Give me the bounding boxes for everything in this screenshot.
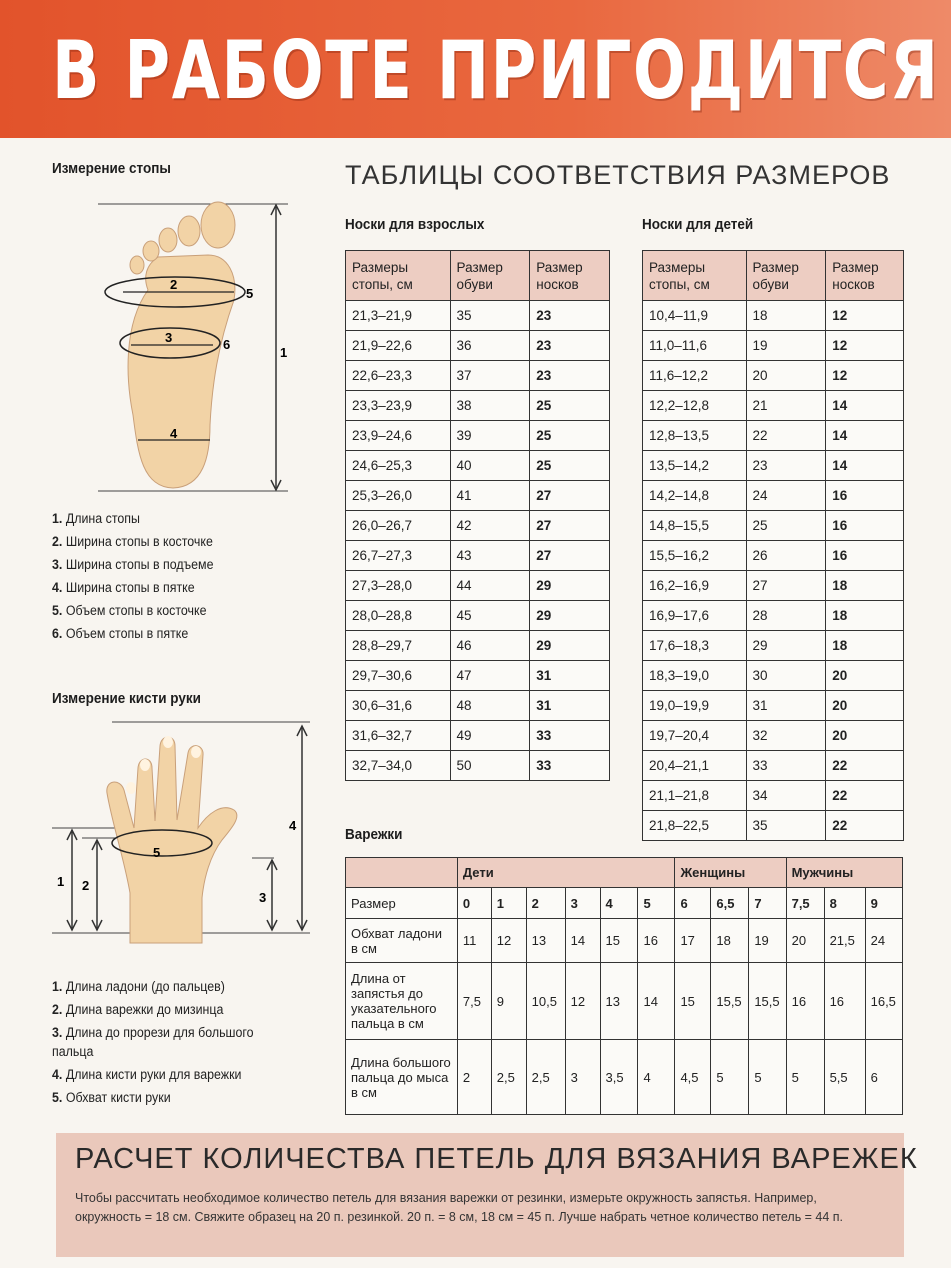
table-cell: 1 [491, 888, 526, 919]
table-cell: 29 [746, 631, 826, 661]
foot-legend-item: 1. Длина стопы [52, 511, 140, 526]
table-cell: 20 [826, 661, 904, 691]
table-cell: 5 [711, 1040, 749, 1115]
table-cell: 4 [600, 888, 638, 919]
table-row [346, 1040, 903, 1115]
table-cell: 31 [530, 661, 610, 691]
table-cell: 12 [491, 919, 526, 963]
table-row [643, 331, 904, 361]
table-cell: 11 [457, 919, 491, 963]
table-cell: 43 [450, 541, 530, 571]
table-cell: 15,5 [749, 963, 786, 1040]
table-cell: 44 [450, 571, 530, 601]
table-row [643, 691, 904, 721]
hand-legend-item: 1. Длина ладони (до пальцев) [52, 979, 225, 994]
table-cell: 39 [450, 421, 530, 451]
table-cell: 16 [826, 481, 904, 511]
table-cell: 25 [746, 511, 826, 541]
table-cell: 14 [826, 451, 904, 481]
table-cell: 16 [826, 541, 904, 571]
table-cell: 20,4–21,1 [643, 751, 747, 781]
table-row [346, 331, 610, 361]
table-cell: 18 [746, 301, 826, 331]
table-cell: 46 [450, 631, 530, 661]
table-cell: 13,5–14,2 [643, 451, 747, 481]
table-cell: 2,5 [491, 1040, 526, 1115]
table-cell: 16 [826, 511, 904, 541]
hand-legend [52, 975, 259, 1109]
group-header-kids: Дети [457, 858, 675, 888]
table-row [346, 601, 610, 631]
table-cell: 21,5 [824, 919, 865, 963]
table-cell: 6 [675, 888, 711, 919]
table-cell: 19 [749, 919, 786, 963]
table-cell: 21 [746, 391, 826, 421]
table-cell: 27,3–28,0 [346, 571, 451, 601]
table-cell: 29 [530, 571, 610, 601]
table-cell: 5 [786, 1040, 824, 1115]
table-cell: 38 [450, 391, 530, 421]
table-cell: 25,3–26,0 [346, 481, 451, 511]
table-cell: 16,5 [865, 963, 902, 1040]
table-cell: 20 [826, 691, 904, 721]
foot-label-3: 3 [165, 330, 173, 345]
table-cell: 16 [786, 963, 824, 1040]
table-cell: 37 [450, 361, 530, 391]
table-cell: 14,2–14,8 [643, 481, 747, 511]
table-cell: 23 [530, 361, 610, 391]
table-cell: 2 [526, 888, 565, 919]
table-cell: 27 [530, 541, 610, 571]
table-cell: 25 [530, 421, 610, 451]
foot-legend-item: 6. Объем стопы в пятке [52, 626, 189, 641]
foot-label-5: 5 [246, 286, 254, 301]
column-header: Размер обуви [746, 251, 826, 301]
table-cell: 22 [826, 751, 904, 781]
column-header: Размер обуви [450, 251, 530, 301]
table-cell: 28,0–28,8 [346, 601, 451, 631]
table-cell: 29,7–30,6 [346, 661, 451, 691]
table-cell: 23 [746, 451, 826, 481]
table-cell: 4,5 [675, 1040, 711, 1115]
table-cell: 15,5–16,2 [643, 541, 747, 571]
table-cell: 35 [450, 301, 530, 331]
table-cell: 18 [711, 919, 749, 963]
table-cell: 5 [749, 1040, 786, 1115]
table-cell: 14 [826, 391, 904, 421]
table-row [346, 391, 610, 421]
table-row [643, 631, 904, 661]
table-row [643, 301, 904, 331]
stitch-calc-box [56, 1133, 918, 1257]
group-header-men: Мужчины [786, 858, 902, 888]
table-cell: 32,7–34,0 [346, 751, 451, 781]
hand-legend-item: 3. Длина до прорези для большого пальца [52, 1025, 254, 1059]
table-cell: 31 [530, 691, 610, 721]
table-row [346, 631, 610, 661]
table-cell: 26,0–26,7 [346, 511, 451, 541]
table-row [346, 571, 610, 601]
table-cell: 27 [746, 571, 826, 601]
foot-label-1: 1 [280, 345, 288, 360]
table-row [643, 751, 904, 781]
table-row [346, 691, 610, 721]
table-cell: 4 [638, 1040, 675, 1115]
group-header-women: Женщины [675, 858, 786, 888]
table-cell: 5,5 [824, 1040, 865, 1115]
foot-section-title: Измерение стопы [52, 160, 171, 177]
table-cell: 22 [826, 811, 904, 841]
table-cell: 20 [786, 919, 824, 963]
table-cell: 33 [530, 721, 610, 751]
column-header: Размеры стопы, см [346, 251, 451, 301]
table-cell: 20 [746, 361, 826, 391]
table-row [643, 661, 904, 691]
mittens-table [345, 857, 903, 1115]
table-row [643, 811, 904, 841]
table-row [643, 541, 904, 571]
table-row [346, 919, 903, 963]
table-cell: 8 [824, 888, 865, 919]
foot-label-2: 2 [170, 277, 178, 292]
kids-socks-table [642, 250, 904, 841]
table-cell: 10,5 [526, 963, 565, 1040]
table-cell: 15 [675, 963, 711, 1040]
table-cell: 29 [530, 601, 610, 631]
table-cell: 48 [450, 691, 530, 721]
table-cell: 13 [526, 919, 565, 963]
table-cell: 15,5 [711, 963, 749, 1040]
table-cell: 14,8–15,5 [643, 511, 747, 541]
hand-label-2: 2 [82, 878, 90, 893]
table-row [346, 421, 610, 451]
table-cell: 2 [457, 1040, 491, 1115]
table-cell: 40 [450, 451, 530, 481]
table-cell: 42 [450, 511, 530, 541]
hand-label-1: 1 [57, 874, 65, 889]
page-title: В РАБОТЕ ПРИГОДИТСЯ [52, 24, 940, 117]
row-label: Обхват ладони в см [346, 919, 458, 963]
row-label: Размер [346, 888, 458, 919]
table-cell: 41 [450, 481, 530, 511]
foot-legend [52, 507, 213, 645]
mittens-title: Варежки [345, 826, 403, 843]
table-row [643, 511, 904, 541]
table-cell: 14 [638, 963, 675, 1040]
kids-socks-title: Носки для детей [642, 216, 754, 233]
table-cell: 47 [450, 661, 530, 691]
table-cell: 18 [826, 601, 904, 631]
table-cell: 27 [530, 511, 610, 541]
table-row [643, 601, 904, 631]
table-row [346, 511, 610, 541]
table-row [346, 751, 610, 781]
table-cell: 18 [826, 571, 904, 601]
table-cell: 22 [826, 781, 904, 811]
table-cell: 17 [675, 919, 711, 963]
table-row [346, 721, 610, 751]
table-cell: 50 [450, 751, 530, 781]
table-row [643, 421, 904, 451]
table-cell: 30,6–31,6 [346, 691, 451, 721]
table-cell: 34 [746, 781, 826, 811]
table-cell: 20 [826, 721, 904, 751]
stitch-calc-title: РАСЧЕТ КОЛИЧЕСТВА ПЕТЕЛЬ ДЛЯ ВЯЗАНИЯ ВАРЕЖЕК [75, 1143, 918, 1175]
hand-shape [107, 736, 237, 943]
row-label: Длина большого пальца до мыса в см [346, 1040, 458, 1115]
table-cell: 30 [746, 661, 826, 691]
table-row [346, 661, 610, 691]
adult-socks-title: Носки для взрослых [345, 216, 485, 233]
table-cell: 23 [530, 331, 610, 361]
column-header: Размеры стопы, см [643, 251, 747, 301]
table-row [643, 571, 904, 601]
table-cell: 49 [450, 721, 530, 751]
table-cell: 6 [865, 1040, 902, 1115]
table-cell: 3 [565, 1040, 600, 1115]
hand-legend-item: 4. Длина кисти руки для варежки [52, 1067, 242, 1082]
hand-legend-item: 5. Обхват кисти руки [52, 1090, 171, 1105]
hand-legend-item: 2. Длина варежки до мизинца [52, 1002, 224, 1017]
group-header-blank [346, 858, 458, 888]
table-cell: 31 [746, 691, 826, 721]
table-cell: 12 [826, 331, 904, 361]
table-row [346, 541, 610, 571]
table-row [346, 888, 903, 919]
table-cell: 16 [824, 963, 865, 1040]
table-cell: 0 [457, 888, 491, 919]
table-row [643, 721, 904, 751]
table-row [643, 361, 904, 391]
table-cell: 11,0–11,6 [643, 331, 747, 361]
table-row [346, 963, 903, 1040]
table-cell: 21,3–21,9 [346, 301, 451, 331]
table-cell: 23 [530, 301, 610, 331]
table-cell: 13 [600, 963, 638, 1040]
tables-title: ТАБЛИЦЫ СООТВЕТСТВИЯ РАЗМЕРОВ [345, 160, 891, 190]
hand-section-title: Измерение кисти руки [52, 690, 201, 707]
table-cell: 12 [565, 963, 600, 1040]
row-label: Длина от запястья до указательного пальца в см [346, 963, 458, 1040]
title-banner [0, 0, 951, 138]
table-cell: 26 [746, 541, 826, 571]
table-cell: 12 [826, 361, 904, 391]
table-cell: 3,5 [600, 1040, 638, 1115]
table-row [346, 481, 610, 511]
table-cell: 25 [530, 391, 610, 421]
table-cell: 33 [746, 751, 826, 781]
table-cell: 24,6–25,3 [346, 451, 451, 481]
table-cell: 31,6–32,7 [346, 721, 451, 751]
foot-label-6: 6 [223, 337, 231, 352]
table-cell: 32 [746, 721, 826, 751]
table-cell: 21,1–21,8 [643, 781, 747, 811]
table-cell: 16,9–17,6 [643, 601, 747, 631]
table-cell: 15 [600, 919, 638, 963]
table-cell: 3 [565, 888, 600, 919]
adult-socks-table [345, 250, 610, 781]
table-cell: 19 [746, 331, 826, 361]
table-cell: 19,7–20,4 [643, 721, 747, 751]
table-row [643, 781, 904, 811]
table-row [346, 361, 610, 391]
hand-label-5: 5 [153, 845, 161, 860]
table-cell: 14 [826, 421, 904, 451]
table-cell: 36 [450, 331, 530, 361]
table-cell: 27 [530, 481, 610, 511]
table-cell: 18,3–19,0 [643, 661, 747, 691]
table-cell: 22,6–23,3 [346, 361, 451, 391]
table-cell: 7,5 [457, 963, 491, 1040]
table-cell: 16,2–16,9 [643, 571, 747, 601]
table-cell: 7 [749, 888, 786, 919]
foot-legend-item: 4. Ширина стопы в пятке [52, 580, 195, 595]
table-cell: 24 [746, 481, 826, 511]
foot-label-4: 4 [170, 426, 178, 441]
table-cell: 17,6–18,3 [643, 631, 747, 661]
table-cell: 2,5 [526, 1040, 565, 1115]
hand-label-3: 3 [259, 890, 267, 905]
table-cell: 35 [746, 811, 826, 841]
table-cell: 28 [746, 601, 826, 631]
table-cell: 12,8–13,5 [643, 421, 747, 451]
foot-legend-item: 3. Ширина стопы в подъеме [52, 557, 214, 572]
table-cell: 25 [530, 451, 610, 481]
table-cell: 23,9–24,6 [346, 421, 451, 451]
table-cell: 18 [826, 631, 904, 661]
table-cell: 12 [826, 301, 904, 331]
foot-legend-item: 2. Ширина стопы в косточке [52, 534, 213, 549]
table-row [346, 301, 610, 331]
table-cell: 45 [450, 601, 530, 631]
table-cell: 21,8–22,5 [643, 811, 747, 841]
table-cell: 24 [865, 919, 902, 963]
table-cell: 21,9–22,6 [346, 331, 451, 361]
table-row [643, 391, 904, 421]
table-cell: 23,3–23,9 [346, 391, 451, 421]
column-header: Размер носков [530, 251, 610, 301]
stitch-calc-text: Чтобы рассчитать необходимое количество петель для вязания варежки от резинки, измерьте окружность запястья. Например, окружность = 18 см. Свяжите образец на 20 п. резинкой. 20 п. = 8 см, 18 см = 45 п. Лучше набрать четное количество петель = 44 п. [75, 1190, 843, 1224]
table-cell: 33 [530, 751, 610, 781]
foot-legend-item: 5. Объем стопы в косточке [52, 603, 207, 618]
table-cell: 5 [638, 888, 675, 919]
table-cell: 7,5 [786, 888, 824, 919]
table-row [643, 481, 904, 511]
table-cell: 16 [638, 919, 675, 963]
table-cell: 26,7–27,3 [346, 541, 451, 571]
table-row [346, 451, 610, 481]
table-cell: 14 [565, 919, 600, 963]
table-cell: 9 [491, 963, 526, 1040]
table-cell: 28,8–29,7 [346, 631, 451, 661]
hand-label-4: 4 [289, 818, 297, 833]
table-cell: 11,6–12,2 [643, 361, 747, 391]
table-cell: 19,0–19,9 [643, 691, 747, 721]
hand-diagram [52, 718, 312, 943]
table-row [643, 451, 904, 481]
foot-diagram [88, 195, 308, 500]
table-cell: 9 [865, 888, 902, 919]
table-cell: 29 [530, 631, 610, 661]
column-header: Размер носков [826, 251, 904, 301]
table-cell: 22 [746, 421, 826, 451]
table-cell: 12,2–12,8 [643, 391, 747, 421]
table-cell: 6,5 [711, 888, 749, 919]
table-cell: 10,4–11,9 [643, 301, 747, 331]
